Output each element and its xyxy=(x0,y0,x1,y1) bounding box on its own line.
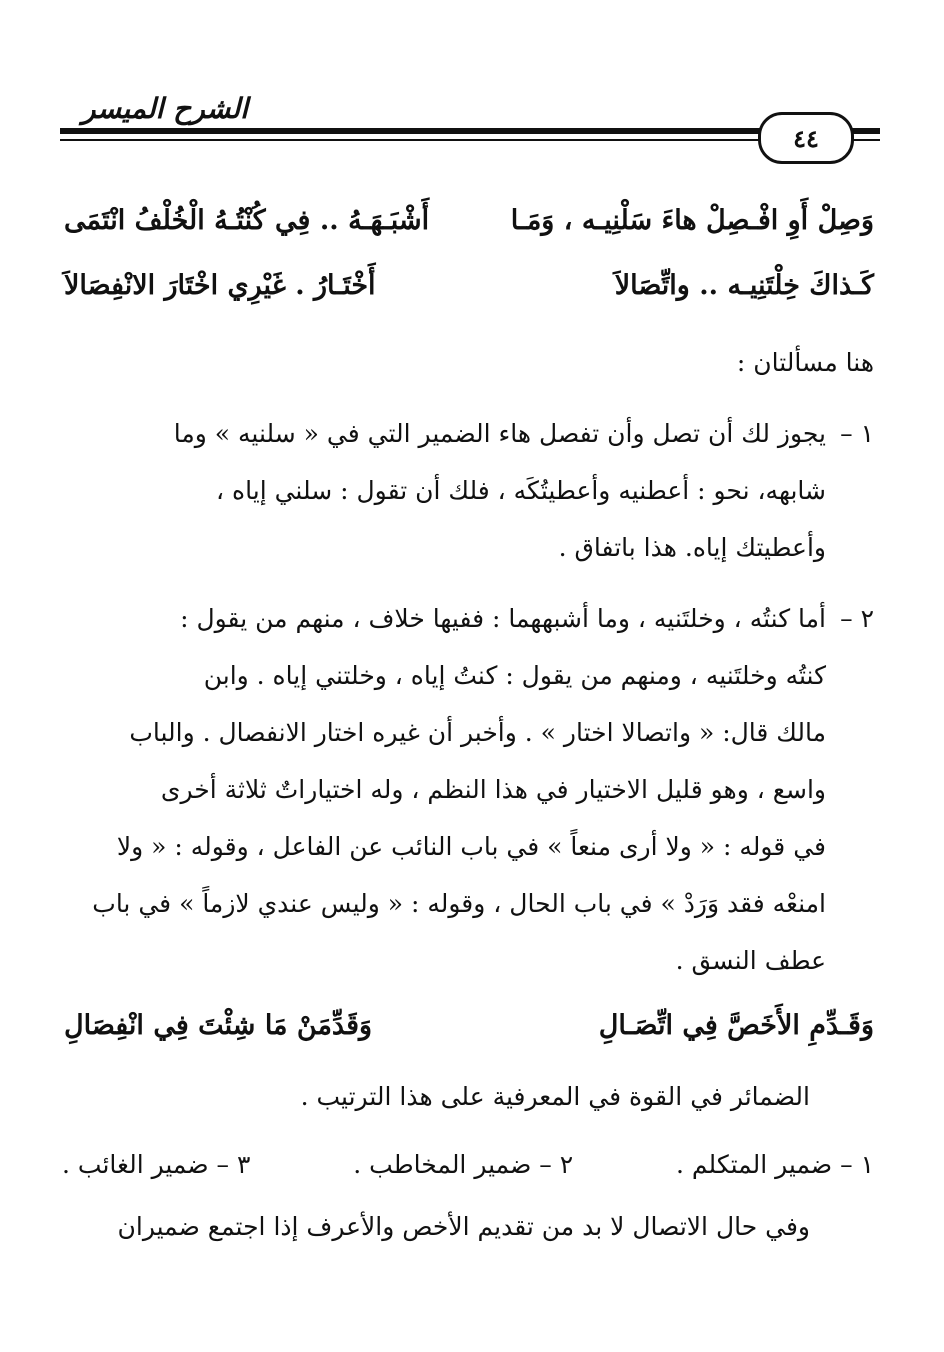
item-1-line-3: وأعطيتك إياه. هذا باتفاق . xyxy=(558,533,826,562)
item-2-line-6: امنعْه فقد وَرَدْ » في باب الحال ، وقوله : « وليس عندي لازماً » في باب xyxy=(92,889,826,918)
item-1-line-1: ١ –يجوز لك أن تصل وأن تفصل هاء الضمير التي في « سلنيه » وما xyxy=(62,405,874,462)
verse-1-first: وَصِلْ أَوِ افْـصِلْ هاءَ سَلْنِيـه ، وَمَـا xyxy=(510,205,874,236)
running-title: الشرح الميسر xyxy=(82,92,248,125)
rank-2: ٢ – ضمير المخاطب . xyxy=(353,1150,574,1179)
last-line: وفي حال الاتصال لا بد من تقديم الأخص والأعرف إذا اجتمع ضميران xyxy=(117,1212,810,1241)
explanation-line: الضمائر في القوة في المعرفية على هذا الترتيب . xyxy=(300,1082,810,1111)
header-rule-thin xyxy=(60,139,760,141)
intro-line: هنا مسألتان : xyxy=(736,348,874,377)
verse-2-second: أَخْتَـارُ . غَيْرِي اخْتَارَ الانْفِصَالاَ xyxy=(64,270,376,301)
rank-3: ٣ – ضمير الغائب . xyxy=(62,1150,251,1179)
verse-2-first: كَـذاكَ خِلْتَنِيـه .. واتِّصَالاَ xyxy=(614,270,874,301)
item-1-line-2: شابهه، نحو : أعطنيه وأعطيتُكَه ، فلك أن تقول : سلني إياه ، xyxy=(216,476,826,505)
page-number-badge xyxy=(758,112,854,164)
page-number: ٤٤ xyxy=(793,123,819,153)
item-2-line-2: كنتُه وخلتَنيه ، ومنهم من يقول : كنتُ إياه ، وخلتني إياه . وابن xyxy=(203,661,826,690)
item-2-line-3: مالك قال: « واتصالا اختار » . وأخبر أن غيره اختار الانفصال . والباب xyxy=(129,718,826,747)
item-2-line-5: في قوله : « ولا أرى منعاً » في باب النائب عن الفاعل ، وقوله : « ولا xyxy=(116,832,826,861)
verse-3-first: وَقَـدِّمِ الأَخَصَّ فِي اتِّصَـالِ xyxy=(598,1010,874,1041)
poem-verse-1 xyxy=(64,205,874,236)
item-2 xyxy=(62,590,874,989)
item-2-line-4: واسع ، وهو قليل الاختيار في هذا النظم ، وله اختياراتٌ ثلاثة أخرى xyxy=(160,775,826,804)
poem-verse-3 xyxy=(64,1010,874,1041)
rank-1: ١ – ضمير المتكلم . xyxy=(676,1150,874,1179)
verse-3-second: وَقَدِّمَنْ مَا شِئْتَ فِي انْفِصَالِ xyxy=(64,1010,373,1041)
item-2-number: ٢ – xyxy=(840,604,874,633)
poem-verse-2 xyxy=(64,270,874,301)
item-2-line-1: ٢ –أما كنتُه ، وخلتَنيه ، وما أشبههما : ففيها خلاف ، منهم من يقول : xyxy=(62,590,874,647)
item-2-line-7: عطف النسق . xyxy=(675,946,826,975)
ranks-line xyxy=(62,1150,874,1179)
item-1 xyxy=(62,405,874,576)
item-1-number: ١ – xyxy=(840,419,874,448)
verse-1-second: أَشْبَـهَـهُ .. فِي كُنْتُـهُ الْخُلْفُ انْتَمَى xyxy=(64,205,430,236)
header-rule xyxy=(60,128,760,134)
